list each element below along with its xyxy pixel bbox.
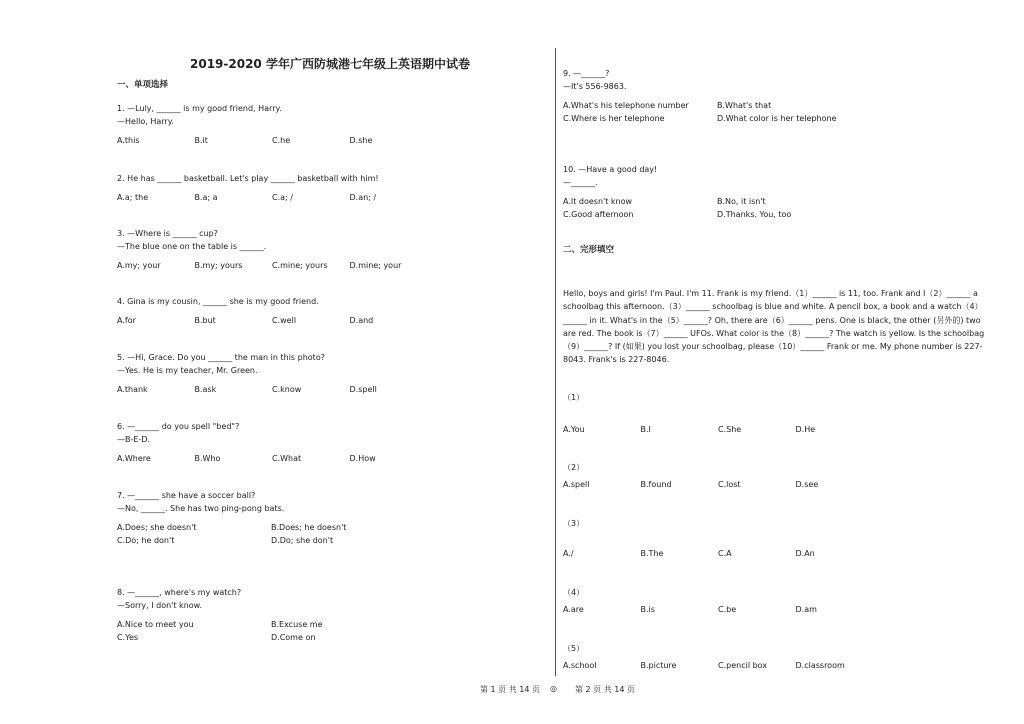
footer-page-right: 第 2 页 共 14 页: [575, 685, 635, 694]
answer-option[interactable]: C.Where is her telephone: [563, 114, 665, 123]
footer-separator: ◎: [550, 684, 557, 693]
answer-option[interactable]: B.a; a: [194, 193, 218, 202]
exam-title: 2019-2020 学年广西防城港七年级上英语期中试卷: [190, 57, 470, 71]
question-line: 7. —______ she have a soccer ball?: [117, 491, 256, 500]
answer-option[interactable]: C.What: [272, 454, 302, 463]
answer-option[interactable]: A.It doesn't know: [563, 197, 633, 206]
answer-option[interactable]: B.but: [194, 316, 216, 325]
answer-option[interactable]: B.found: [640, 480, 672, 489]
answer-option[interactable]: D.am: [795, 605, 817, 614]
answer-option[interactable]: A.my; your: [117, 261, 161, 270]
answer-option[interactable]: C.he: [272, 136, 291, 145]
answer-option[interactable]: A.Nice to meet you: [117, 620, 194, 629]
answer-option[interactable]: A.spell: [563, 480, 590, 489]
answer-option[interactable]: C.mine; yours: [272, 261, 328, 270]
answer-option[interactable]: A./: [563, 549, 574, 558]
answer-option[interactable]: A.this: [117, 136, 140, 145]
page-divider: [555, 48, 556, 676]
answer-option[interactable]: C.a; /: [272, 193, 293, 202]
answer-option[interactable]: A.thank: [117, 385, 148, 394]
cloze-blank-label: （5）: [563, 644, 585, 653]
answer-option[interactable]: A.are: [563, 605, 584, 614]
answer-option[interactable]: D.spell: [349, 385, 377, 394]
question-line: 3. —Where is ______ cup?: [117, 229, 218, 238]
question-line: 8. —______, where's my watch?: [117, 588, 242, 597]
right-page: [557, 0, 1024, 724]
answer-option[interactable]: A.for: [117, 316, 136, 325]
answer-option[interactable]: B.picture: [640, 661, 677, 670]
answer-option[interactable]: D.An: [795, 549, 815, 558]
answer-option[interactable]: C.well: [272, 316, 297, 325]
question-line: —______.: [563, 178, 598, 187]
question-line: 2. He has ______ basketball. Let's play ______ basketball with him!: [117, 174, 379, 183]
question-line: 1. —Luly, ______ is my good friend, Harry.: [117, 104, 282, 113]
answer-option[interactable]: D.How: [349, 454, 376, 463]
answer-option[interactable]: B.is: [640, 605, 655, 614]
section-heading-single-choice: 一、单项选择: [117, 80, 169, 90]
answer-option[interactable]: C.Good afternoon: [563, 210, 634, 219]
answer-option[interactable]: D.Do; she don't: [271, 536, 334, 545]
question-line: 6. —______ do you spell "bed"?: [117, 422, 240, 431]
answer-option[interactable]: B.ask: [194, 385, 217, 394]
question-line: —Sorry, I don't know.: [117, 601, 203, 610]
answer-option[interactable]: B.Does; he doesn't: [271, 523, 347, 532]
answer-option[interactable]: D.she: [349, 136, 373, 145]
cloze-blank-label: （4）: [563, 588, 585, 597]
answer-option[interactable]: C.A: [718, 549, 732, 558]
footer-page-left: 第 1 页 共 14 页: [480, 685, 540, 694]
answer-option[interactable]: B.Who: [194, 454, 221, 463]
answer-option[interactable]: C.know: [272, 385, 302, 394]
cloze-blank-label: （2）: [563, 463, 585, 472]
answer-option[interactable]: A.a; the: [117, 193, 149, 202]
answer-option[interactable]: C.be: [718, 605, 737, 614]
answer-option[interactable]: B.I: [640, 425, 651, 434]
answer-option[interactable]: A.Does; she doesn't: [117, 523, 197, 532]
answer-option[interactable]: B.Excuse me: [271, 620, 323, 629]
answer-option[interactable]: D.He: [795, 425, 816, 434]
question-line: 5. —Hi, Grace. Do you ______ the man in this photo?: [117, 353, 325, 362]
section-heading-cloze: 二、完形填空: [563, 245, 615, 255]
answer-option[interactable]: B.my; yours: [194, 261, 243, 270]
question-line: —It's 556-9863.: [563, 82, 627, 91]
answer-option[interactable]: C.She: [718, 425, 742, 434]
question-line: 9. —______?: [563, 69, 610, 78]
question-line: —No, ______. She has two ping-pong bats.: [117, 504, 285, 513]
question-line: 10. —Have a good day!: [563, 165, 658, 174]
question-line: —Hello, Harry.: [117, 117, 174, 126]
question-line: —The blue one on the table is ______.: [117, 242, 267, 251]
answer-option[interactable]: D.What color is her telephone: [717, 114, 837, 123]
answer-option[interactable]: A.school: [563, 661, 597, 670]
answer-option[interactable]: B.it: [194, 136, 208, 145]
answer-option[interactable]: D.mine; your: [349, 261, 402, 270]
question-line: —Yes. He is my teacher, Mr. Green.: [117, 366, 258, 375]
cloze-blank-label: （3）: [563, 519, 585, 528]
question-line: —B-E-D.: [117, 435, 151, 444]
cloze-blank-label: （1）: [563, 393, 585, 402]
answer-option[interactable]: D.Thanks. You, too: [717, 210, 792, 219]
answer-option[interactable]: D.an; /: [349, 193, 377, 202]
answer-option[interactable]: C.Yes: [117, 633, 139, 642]
question-line: 4. Gina is my cousin, ______ she is my good friend.: [117, 297, 319, 306]
answer-option[interactable]: C.lost: [718, 480, 741, 489]
cloze-passage: Hello, boys and girls! I'm Paul. I'm 11. Frank is my friend.（1）______ is 11, too. Frank and I（2）______ a schoolbag this afternoon.（3）______ schoolbag is blue and white. A pencil box, a book and a watch（4）______ in it. What's in the（5）______? Oh, there are（6）______ pens. One is black, the other (另外的) two are red. The book is（7）______ UFOs. What color is the（8）______? The watch is yellow. Is the schoolbag（9）______? If (如果) you lost your schoolbag, please（10）______ Frank or me. My phone number is 227-8043. Frank's is 227-8046.: [563, 289, 985, 365]
answer-option[interactable]: B.What's that: [717, 101, 772, 110]
answer-option[interactable]: D.see: [795, 480, 819, 489]
answer-option[interactable]: A.You: [563, 425, 585, 434]
answer-option[interactable]: C.pencil box: [718, 661, 768, 670]
answer-option[interactable]: C.Do; he don't: [117, 536, 175, 545]
answer-option[interactable]: A.What's his telephone number: [563, 101, 689, 110]
answer-option[interactable]: D.and: [349, 316, 374, 325]
answer-option[interactable]: A.Where: [117, 454, 151, 463]
answer-option[interactable]: D.classroom: [795, 661, 845, 670]
answer-option[interactable]: B.The: [640, 549, 664, 558]
answer-option[interactable]: B.No, it isn't: [717, 197, 766, 206]
answer-option[interactable]: D.Come on: [271, 633, 316, 642]
